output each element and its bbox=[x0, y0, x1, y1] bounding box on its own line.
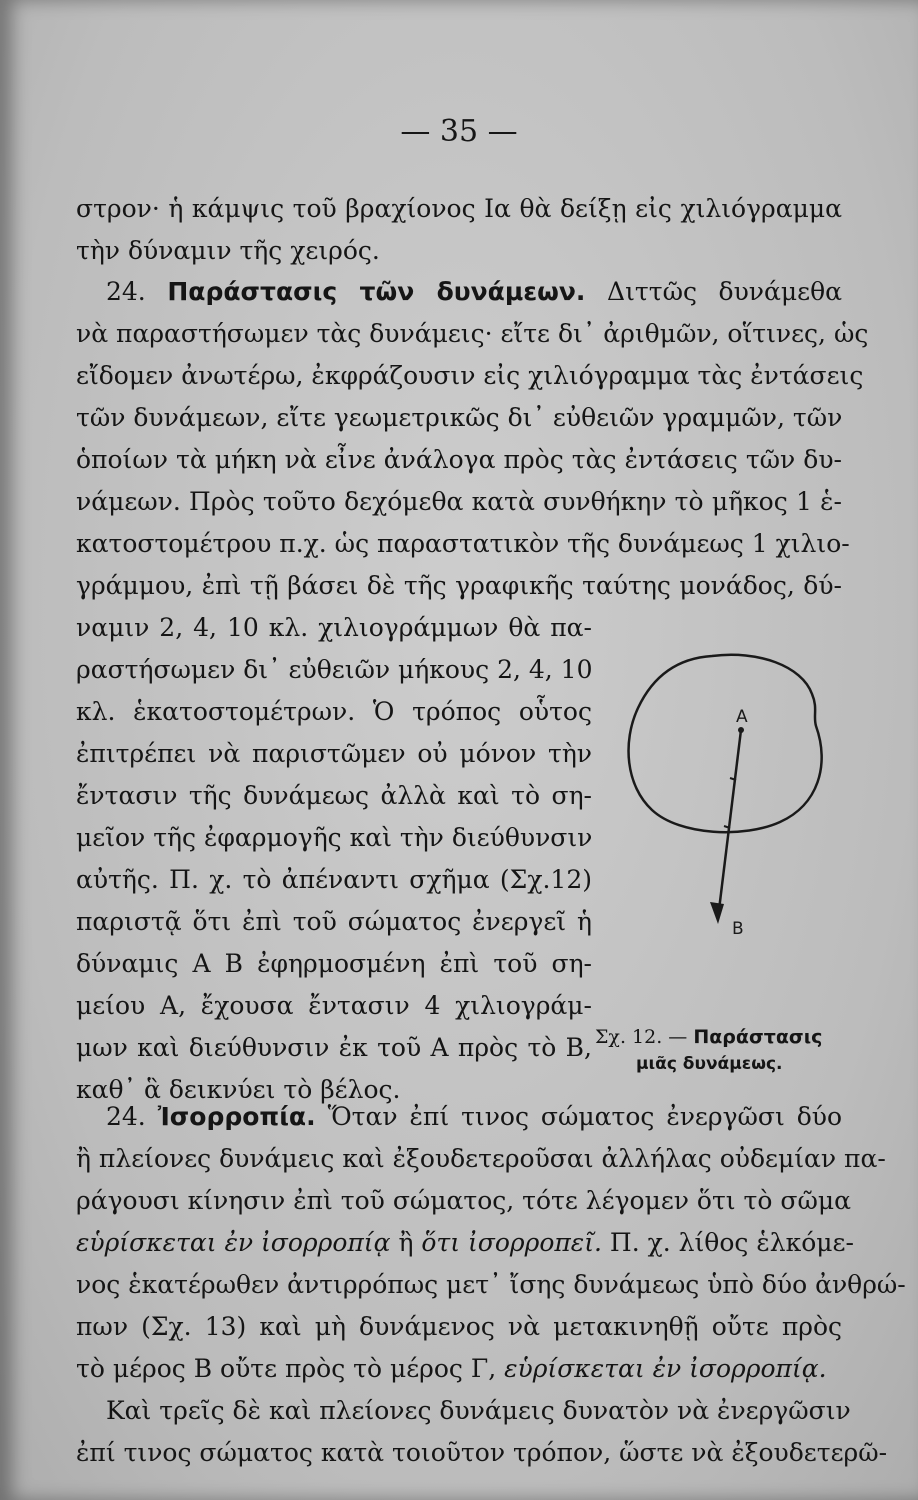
text-line: ναμιν 2, 4, 10 κλ. χιλιογράμμων θὰ πα- bbox=[76, 613, 592, 642]
section-heading-line bbox=[76, 279, 842, 304]
page-number: — 35 — bbox=[400, 114, 518, 149]
point-label-a: A bbox=[736, 707, 748, 727]
text-line: στρον· ἡ κάμψις τοῦ βραχίονος Ια θὰ δείξῃ εἰς χιλιόγραμμα bbox=[76, 194, 842, 223]
figure-force-diagram bbox=[600, 630, 850, 960]
text-line: ἢ πλείονες δυνάμεις καὶ ἐξουδετεροῦσαι ἀλλήλας οὐδεμίαν πα- bbox=[76, 1144, 886, 1173]
text-line: αὐτῆς. Π. χ. τὸ ἀπέναντι σχῆμα (Σχ.12) bbox=[76, 865, 592, 894]
text-fragment: Ὅταν ἐπί τινος σώματος ἐνεργῶσι δύο bbox=[327, 1102, 843, 1131]
italic-term: ὅτι ἰσορροπεῖ. bbox=[421, 1228, 602, 1257]
text-line: πων (Σχ. 13) καὶ μὴ δυνάμενος νὰ μετακινηθῇ οὔτε πρὸς bbox=[76, 1312, 842, 1341]
section-heading: Παράστασις τῶν δυνάμεων. bbox=[167, 277, 586, 306]
text-line: καθ᾽ ἃ δεικνύει τὸ βέλος. bbox=[76, 1075, 401, 1104]
text-line: νὰ παραστήσωμεν τὰς δυνάμεις· εἴτε δι᾽ ἀριθμῶν, οἵτινες, ὡς bbox=[76, 319, 869, 348]
point-label-b: B bbox=[732, 919, 744, 939]
section-number: 24. bbox=[106, 277, 146, 306]
text-line: ἔντασιν τῆς δυνάμεως ἀλλὰ καὶ τὸ ση- bbox=[76, 781, 592, 810]
text-line: μεῖον τῆς ἐφαρμογῆς καὶ τὴν διεύθυνσιν bbox=[76, 823, 593, 852]
text-line: τὴν δύναμιν τῆς χειρός. bbox=[76, 236, 380, 265]
text-line: κλ. ἑκατοστομέτρων. Ὁ τρόπος οὗτος bbox=[76, 697, 592, 726]
section-heading-line bbox=[76, 1104, 842, 1129]
section-heading: Ἰσορροπία. bbox=[157, 1102, 316, 1131]
italic-term: εὑρίσκεται ἐν ἰσορροπίᾳ. bbox=[504, 1354, 827, 1383]
figure-caption-line2: μιᾶς δυνάμεως. bbox=[636, 1054, 783, 1074]
figure-caption-line1 bbox=[595, 1028, 822, 1047]
text-line: τῶν δυνάμεων, εἴτε γεωμετρικῶς δι᾽ εὐθειῶν γραμμῶν, τῶν bbox=[76, 403, 843, 432]
text-fragment: ἢ bbox=[390, 1228, 422, 1257]
text-line: ἐπιτρέπει νὰ παριστῶμεν οὐ μόνον τὴν bbox=[76, 739, 592, 768]
force-diagram bbox=[600, 630, 850, 960]
text-line: Καὶ τρεῖς δὲ καὶ πλείονες δυνάμεις δυνατὸν νὰ ἐνεργῶσιν bbox=[106, 1396, 851, 1425]
text-line: νος ἑκατέρωθεν ἀντιρρόπως μετ᾽ ἴσης δυνάμεως ὑπὸ δύο ἀνθρώ- bbox=[76, 1270, 906, 1299]
text-line: νάμεων. Πρὸς τοῦτο δεχόμεθα κατὰ συνθήκην τὸ μῆκος 1 ἑ- bbox=[76, 487, 842, 516]
text-line: μων καὶ διεύθυνσιν ἐκ τοῦ Α πρὸς τὸ Β, bbox=[76, 1033, 592, 1062]
arrowhead bbox=[710, 902, 724, 924]
text-line: ραστήσωμεν δι᾽ εὐθειῶν μήκους 2, 4, 10 bbox=[76, 655, 593, 684]
text-fragment: τὸ μέρος Β οὔτε πρὸς τὸ μέρος Γ, bbox=[76, 1354, 505, 1383]
text-line: μείου Α, ἔχουσα ἔντασιν 4 χιλιογράμ- bbox=[76, 991, 592, 1020]
text-line: ὁποίων τὰ μήκη νὰ εἶνε ἀνάλογα πρὸς τὰς ἐντάσεις τῶν δυ- bbox=[76, 445, 842, 474]
text-line: δύναμις Α Β ἐφηρμοσμένη ἐπὶ τοῦ ση- bbox=[76, 949, 592, 978]
text-line: ἐπί τινος σώματος κατὰ τοιοῦτον τρόπον, ὥστε νὰ ἐξουδετερῶ- bbox=[76, 1438, 888, 1467]
text-line: εἴδομεν ἀνωτέρω, ἐκφράζουσιν εἰς χιλιόγραμμα τὰς ἐντάσεις bbox=[76, 361, 864, 390]
application-point bbox=[738, 727, 744, 733]
text-line bbox=[76, 1356, 842, 1381]
text-line: ράγουσι κίνησιν ἐπὶ τοῦ σώματος, τότε λέγομεν ὅτι τὸ σῶμα bbox=[76, 1186, 851, 1215]
force-line bbox=[718, 730, 741, 918]
italic-term: εὑρίσκεται ἐν ἰσορροπίᾳ bbox=[76, 1228, 391, 1257]
caption-title: Παράστασις bbox=[693, 1026, 823, 1048]
body-outline bbox=[629, 655, 822, 832]
text-line: γράμμου, ἐπὶ τῇ βάσει δὲ τῆς γραφικῆς ταύτης μονάδος, δύ- bbox=[76, 571, 842, 600]
text-line bbox=[76, 1228, 854, 1257]
text-line: παριστᾷ ὅτι ἐπὶ τοῦ σώματος ἐνεργεῖ ἡ bbox=[76, 907, 592, 936]
section-number: 24. bbox=[106, 1102, 146, 1131]
text-fragment: Διττῶς δυνάμεθα bbox=[607, 277, 843, 306]
caption-prefix: Σχ. 12. — bbox=[595, 1026, 688, 1048]
text-line: κατοστομέτρου π.χ. ὡς παραστατικὸν τῆς δυνάμεως 1 χιλιο- bbox=[76, 529, 850, 558]
text-fragment: Π. χ. λίθος ἑλκόμε- bbox=[601, 1228, 854, 1257]
